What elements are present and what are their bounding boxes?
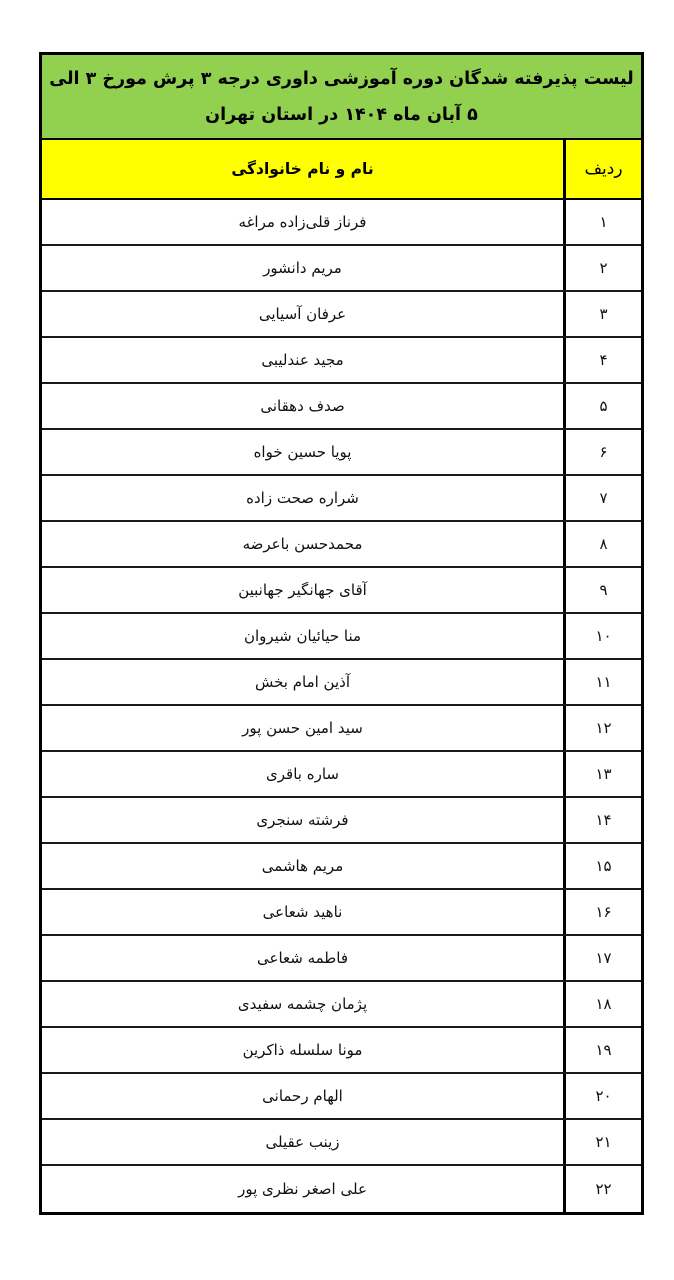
row-index: ۴ xyxy=(563,338,641,382)
row-name: الهام رحمانی xyxy=(262,1087,343,1105)
row-index: ۱ xyxy=(563,200,641,244)
row-name: سید امین حسن پور xyxy=(242,719,363,737)
table-row xyxy=(42,660,641,706)
row-index: ۲۲ xyxy=(563,1166,641,1212)
accepted-list-table xyxy=(39,52,644,1215)
row-name: آقای جهانگیر جهانبین xyxy=(238,581,367,599)
row-index: ۱۹ xyxy=(563,1028,641,1072)
row-index: ۱۳ xyxy=(563,752,641,796)
table-title xyxy=(42,55,641,140)
table-row xyxy=(42,706,641,752)
row-name: فاطمه شعاعی xyxy=(257,949,348,967)
table-row xyxy=(42,568,641,614)
table-row xyxy=(42,522,641,568)
table-row xyxy=(42,476,641,522)
table-row xyxy=(42,982,641,1028)
row-index: ۵ xyxy=(563,384,641,428)
row-name: منا حیائیان شیروان xyxy=(243,627,362,645)
row-name: عرفان آسیایی xyxy=(258,305,347,323)
row-name: زینب عقیلی xyxy=(265,1133,340,1151)
table-row xyxy=(42,890,641,936)
column-header-row xyxy=(42,140,641,200)
column-header-name: نام و نام خانوادگی xyxy=(231,160,374,178)
row-index: ۱۴ xyxy=(563,798,641,842)
row-name: آذین امام بخش xyxy=(254,673,351,691)
row-index: ۱۱ xyxy=(563,660,641,704)
table-row xyxy=(42,936,641,982)
row-name: پویا حسین خواه xyxy=(253,443,352,461)
table-body xyxy=(42,200,641,1212)
row-index: ۱۷ xyxy=(563,936,641,980)
row-index: ۲ xyxy=(563,246,641,290)
row-index: ۲۱ xyxy=(563,1120,641,1164)
row-name: ناهید شعاعی xyxy=(262,903,343,921)
table-row xyxy=(42,338,641,384)
row-name: فرناز قلی‌زاده مراغه xyxy=(238,213,367,231)
row-name: مونا سلسله ذاکرین xyxy=(242,1041,363,1059)
row-index: ۷ xyxy=(563,476,641,520)
table-row xyxy=(42,752,641,798)
title-line-1: لیست پذیرفته شدگان دوره آموزشی داوری درجه ۳ پرش مورخ ۳ الی xyxy=(49,68,634,89)
row-index: ۱۰ xyxy=(563,614,641,658)
table-row xyxy=(42,798,641,844)
row-index: ۲۰ xyxy=(563,1074,641,1118)
row-index: ۳ xyxy=(563,292,641,336)
row-name: پژمان چشمه سفیدی xyxy=(237,995,368,1013)
row-name: شراره صحت زاده xyxy=(246,489,359,507)
table-row xyxy=(42,200,641,246)
title-line-2: ۵ آبان ماه ۱۴۰۴ در استان تهران xyxy=(205,104,478,125)
row-index: ۸ xyxy=(563,522,641,566)
table-row xyxy=(42,1120,641,1166)
row-name: ساره باقری xyxy=(266,765,339,783)
row-index: ۹ xyxy=(563,568,641,612)
table-row xyxy=(42,292,641,338)
column-header-index: ردیف xyxy=(563,140,641,198)
row-name: صدف دهقانی xyxy=(260,397,345,415)
table-row xyxy=(42,1028,641,1074)
row-name: مجید عندلیبی xyxy=(261,351,344,369)
row-index: ۱۸ xyxy=(563,982,641,1026)
row-name: محمدحسن باعرضه xyxy=(242,535,363,553)
row-index: ۱۵ xyxy=(563,844,641,888)
table-row xyxy=(42,246,641,292)
table-row xyxy=(42,844,641,890)
table-row xyxy=(42,1166,641,1212)
row-index: ۱۲ xyxy=(563,706,641,750)
table-row xyxy=(42,384,641,430)
table-row xyxy=(42,614,641,660)
table-row xyxy=(42,1074,641,1120)
table-row xyxy=(42,430,641,476)
row-index: ۶ xyxy=(563,430,641,474)
row-name: مریم دانشور xyxy=(263,259,342,277)
row-index: ۱۶ xyxy=(563,890,641,934)
row-name: فرشته سنجری xyxy=(256,811,349,829)
row-name: علی اصغر نظری پور xyxy=(238,1180,367,1198)
row-name: مریم هاشمی xyxy=(261,857,344,875)
